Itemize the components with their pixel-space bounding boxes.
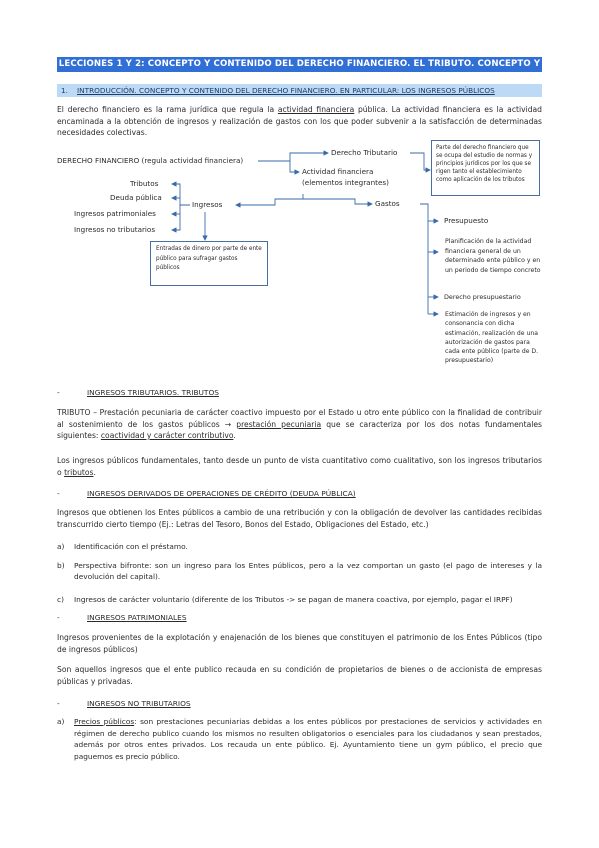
tributarios-paragraph-1: TRIBUTO – Prestación pecuniaria de carácter coactivo impuesto por el Estado u otro ente público con la finalidad de contribuir al sostenimiento de los gastos públicos → prestación pecuniaria que se caracteriza por los dos notas fundamentales siguientes: coactividad y carácter contributivo. bbox=[57, 408, 542, 440]
no-tributarios-item-a: a) Precios públicos: son prestaciones pecuniarias debidas a los entes públicos por prestaciones de servicios y actividades en régimen de derecho publico cuando los mismos no resulten obligatorios o esenciales para los ciudadanos y sean prestados, además por otros entes privados. Los recauda un ente público. Ej. Ayuntamiento tiene un gym público, el precio que paguemos es precio público. bbox=[57, 717, 542, 761]
diagram-actividad-1: Actividad financiera bbox=[302, 167, 374, 176]
arrow-root-to-actividad bbox=[290, 161, 299, 172]
arrow-actividad-to-ingresos bbox=[236, 194, 303, 205]
patrimoniales-paragraph-1: Ingresos provenientes de la explotación y enajenación de los bienes que constituyen el patrimonio de los Entes Públicos (tipo de ingresos públicos) bbox=[57, 633, 542, 654]
diagram-estimacion: Estimación de ingresos y en consonancia con dicha estimación, realización de una autorización de gastos para cada ente público (parte de D. presupuestario) bbox=[445, 311, 539, 365]
actividad-financiera-term: actividad financiera bbox=[277, 105, 355, 114]
diagram-actividad-2: (elementos integrantes) bbox=[302, 178, 389, 187]
deuda-paragraph: Ingresos que obtienen los Entes públicos a cambio de una retribución y con la obligación de devolver las cantidades recibidas transcurrido cierto tiempo (Ej.: Letras del Tesoro, Bonos del Estado, Obligaciones del Estado, etc.) bbox=[57, 508, 542, 529]
diagram-tributos: Tributos bbox=[130, 179, 159, 188]
deuda-item-b: b) Perspectiva bifronte: son un ingreso para los Entes públicos, pero a la vez comportan un gasto (el pago de intereses y la devolución del capital). bbox=[57, 561, 542, 581]
document-title: LECCIONES 1 Y 2: CONCEPTO Y CONTENIDO DEL DERECHO FINANCIERO. EL TRIBUTO. CONCEPTO Y CLASES bbox=[58, 59, 541, 84]
diagram-presupuesto: Presupuesto bbox=[444, 216, 489, 225]
heading-no-tributarios: - INGRESOS NO TRIBUTARIOS bbox=[57, 699, 191, 708]
arrow-to-tributos bbox=[172, 184, 190, 205]
diagram-ingresos: Ingresos bbox=[192, 200, 223, 209]
intro-paragraph: El derecho financiero es la rama jurídica que regula la actividad financiera pública. La actividad financiera es la actividad encaminada a la obtención de ingresos y realización de gastos con los que poder subvenir a la satisfacción de determinadas necesidades colectivas. bbox=[57, 105, 542, 137]
note-derecho-tributario: Parte del derecho financiero que se ocupa del estudio de normas y principios jurídicos por los que se rigen tanto el establecimiento como aplicación de los tributos bbox=[431, 140, 540, 196]
arrow-tributario-to-note bbox=[410, 153, 430, 170]
diagram-patrimoniales: Ingresos patrimoniales bbox=[74, 209, 156, 218]
diagram-derecho-tributario: Derecho Tributario bbox=[331, 148, 398, 157]
diagram-gastos: Gastos bbox=[375, 199, 400, 208]
heading-deuda: - INGRESOS DERIVADOS DE OPERACIONES DE CRÉDITO (DEUDA PÚBLICA) bbox=[57, 489, 356, 498]
deuda-item-c: c) Ingresos de carácter voluntario (diferente de los Tributos -> se pagan de manera coactiva, por ejemplo, pagar el IRPF) bbox=[57, 595, 513, 604]
gastos-vertical-line bbox=[420, 204, 428, 314]
tributarios-paragraph-2: Los ingresos públicos fundamentales, tanto desde un punto de vista cuantitativo como cualitativo, son los ingresos tributarios o tributos. bbox=[57, 456, 542, 477]
arrow-to-no-tributarios bbox=[172, 205, 180, 230]
note-ingresos: Entradas de dinero por parte de ente público para sufragar gastos públicos bbox=[150, 241, 268, 286]
diagram-planificacion: Planificación de la actividad financiera general de un determinado ente público y en un periodo de tiempo concreto bbox=[445, 238, 541, 274]
heading-patrimoniales: - INGRESOS PATRIMONIALES bbox=[57, 613, 187, 622]
diagram-root: DERECHO FINANCIERO (regula actividad financiera) bbox=[57, 156, 244, 165]
section-number: 1. bbox=[61, 86, 68, 95]
deuda-item-a: a) Identificación con el préstamo. bbox=[57, 542, 188, 551]
patrimoniales-paragraph-2: Son aquellos ingresos que el ente publico recauda en su condición de propietarios de bienes o de accionista de empresas públicas y privadas. bbox=[57, 665, 542, 686]
section-title: INTRODUCCIÓN. CONCEPTO Y CONTENIDO DEL DERECHO FINANCIERO. EN PARTICULAR: LOS INGRESOS PÚBLICOS bbox=[77, 86, 495, 95]
diagram-deuda: Deuda pública bbox=[110, 193, 162, 202]
arrow-root-to-tributario bbox=[258, 153, 328, 161]
arrow-actividad-to-gastos bbox=[303, 199, 372, 204]
heading-tributarios: - INGRESOS TRIBUTARIOS. TRIBUTOS bbox=[57, 388, 219, 397]
diagram-no-tributarios: Ingresos no tributarios bbox=[74, 225, 156, 234]
precios-publicos-term: Precios públicos bbox=[74, 717, 135, 726]
diagram-derecho-presupuestario: Derecho presupuestario bbox=[444, 293, 521, 301]
